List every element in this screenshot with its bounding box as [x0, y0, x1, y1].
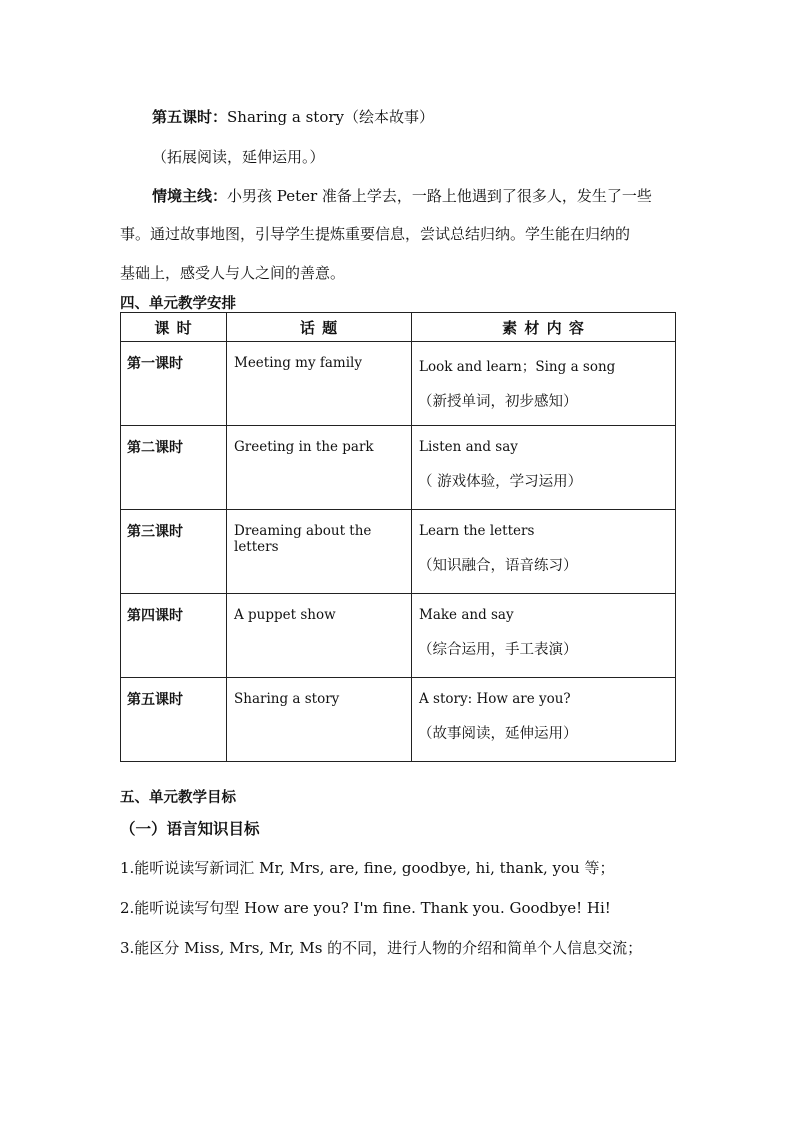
context-line-3: 基础上，感受人与人之间的善意。: [120, 264, 346, 282]
material-note: （ 游戏体验，学习运用）: [418, 474, 583, 490]
table-row: [121, 594, 676, 678]
topic-cell: Dreaming about the letters: [234, 523, 372, 555]
material-cell: Make and say: [419, 607, 514, 623]
material-cell: Listen and say: [419, 439, 518, 455]
topic-cell: Meeting my family: [234, 355, 362, 371]
lesson-cell: 第一课时: [127, 356, 183, 372]
lesson5-label: 第五课时：: [152, 108, 228, 126]
context-label: 情境主线：: [152, 187, 228, 205]
section-5-title: 五、单元教学目标: [120, 790, 236, 806]
material-note: （故事阅读，延伸运用）: [418, 726, 578, 742]
material-note: （综合运用，手工表演）: [418, 642, 578, 658]
material-cell: Look and learn；Sing a song: [419, 359, 616, 375]
goal-item: 2.能听说读写句型 How are you? I'm fine. Thank you. Goodbye! Hi!: [120, 899, 611, 917]
lesson5-line: [152, 106, 434, 127]
material-cell: Learn the letters: [419, 523, 535, 539]
lesson-cell: 第五课时: [127, 692, 183, 708]
context-line-2: 事。通过故事地图，引导学生提炼重要信息，尝试总结归纳。学生能在归纳的: [120, 225, 631, 243]
material-note: （知识融合，语音练习）: [418, 558, 578, 574]
goal-item: 3.能区分 Miss, Mrs, Mr, Ms 的不同，进行人物的介绍和简单个人信息交流；: [120, 939, 643, 957]
topic-cell: Sharing a story: [234, 691, 340, 707]
table-row: [121, 678, 676, 762]
table-row: [121, 342, 676, 426]
topic-cell: Greeting in the park: [234, 439, 374, 455]
material-note: （新授单词，初步感知）: [418, 394, 578, 410]
topic-cell: A puppet show: [234, 607, 336, 623]
lesson5-note: （拓展阅读，延伸运用。）: [152, 148, 325, 166]
table-row: [121, 510, 676, 594]
context-text-1: 小男孩 Peter 准备上学去，一路上他遇到了很多人，发生了一些: [227, 187, 652, 205]
teaching-plan-table: [120, 312, 676, 762]
lesson-cell: 第二课时: [127, 440, 183, 456]
subsection-1-title: （一）语言知识目标: [120, 820, 260, 838]
table-row: [121, 426, 676, 510]
goal-item: 1.能听说读写新词汇 Mr, Mrs, are, fine, goodbye, hi, thank, you 等；: [120, 859, 615, 877]
lesson5-text: Sharing a story（绘本故事）: [227, 108, 435, 126]
material-cell: A story: How are you?: [419, 691, 571, 707]
table-header-row: [121, 313, 676, 342]
header-lesson: 课 时: [121, 313, 227, 342]
lesson-cell: 第三课时: [127, 524, 183, 540]
header-material: 素 材 内 容: [412, 313, 676, 342]
lesson-cell: 第四课时: [127, 608, 183, 624]
section-4-title: 四、单元教学安排: [120, 296, 236, 312]
context-line-1: [152, 185, 652, 206]
header-topic: 话 题: [227, 313, 412, 342]
